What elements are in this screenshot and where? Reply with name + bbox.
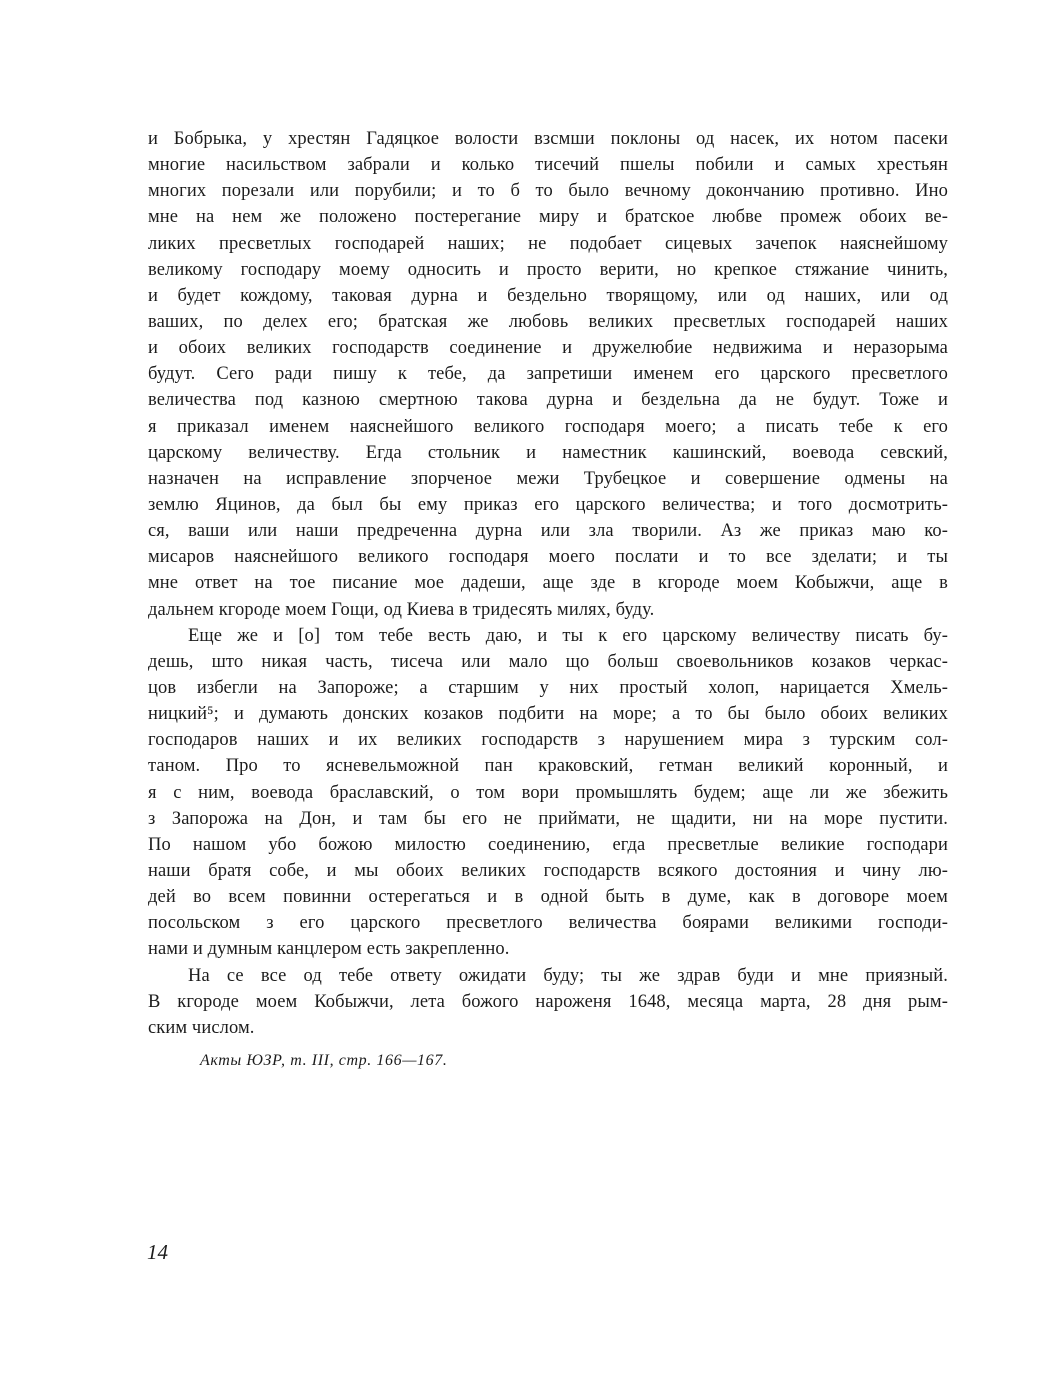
- text-line: нами и думным канцлером есть закрепленно.: [148, 939, 510, 960]
- text-line: и Бобрыка, у хрестян Гадяцкое волости взсмши поклоны од насек, их нотом пасеки: [148, 129, 948, 149]
- text-line: ваших, по делех его; братская же любовь великих пресветлых господарей наших: [148, 311, 948, 332]
- text-line: ницкий⁵; и думають донских козаков подбити на море; а то бы было обоих великих: [148, 704, 948, 725]
- text-line: великому господару моему односить и просто верити, но крепкое стяжание чинить,: [148, 259, 948, 280]
- text-line: дальнем кгороде моем Гощи, од Киева в тридесять милях, буду.: [148, 599, 655, 620]
- paragraph: [148, 126, 948, 623]
- source-citation: Акты ЮЗР, т. III, стр. 166—167.: [200, 1052, 448, 1069]
- text-line: многие насильством забрали и колько тисечий пшелы побили и самых хрестьян: [148, 155, 948, 176]
- text-line: цов избегли на Запороже; а старшим у них простый холоп, нарицается Хмель-: [148, 677, 948, 698]
- text-line: многих порезали или порубили; и то б то было вечному докончанию противно. Ино: [148, 181, 948, 202]
- text-line: царскому величеству. Егда стольник и наместник кашинский, воевода севский,: [148, 442, 948, 463]
- text-line: ся, ваши или наши предреченна дурна или зла творили. Аз же приказ маю ко-: [148, 521, 948, 542]
- text-line: я с ним, воевода браславский, о том вори промышлять будем; аще ли же збежить: [148, 782, 948, 803]
- text-line: посольском з его царского пресветлого величества боярами великими господи-: [148, 913, 948, 934]
- text-line: ским числом.: [148, 1017, 255, 1038]
- text-line: мне ответ на тое писание мое дадеши, аще зде в кгороде моем Кобыжчи, аще в: [148, 573, 948, 594]
- text-line: назначен на исправление зпорченое межи Трубецкое и совершение одмены на: [148, 468, 948, 489]
- text-line: и будет кождому, таковая дурна и бездельно творящому, или од наших, или од: [148, 285, 948, 306]
- text-line: Еще же и [о] том тебе весть даю, и ты к его царскому величеству писать бу-: [188, 625, 948, 646]
- text-line: таном. Про то ясневельможной пан краковский, гетман великий коронный, и: [148, 756, 948, 777]
- text-line: величества под казною смертною такова дурна и бездельна да не будут. Тоже и: [148, 390, 948, 411]
- text-line: будут. Сего ради пишу к тебе, да запретиши именем его царского пресветлого: [148, 364, 948, 385]
- paragraph: [148, 963, 948, 1041]
- text-line: и обоих великих господарств соединение и дружелюбие недвижима и неразорыма: [148, 338, 948, 359]
- text-line: господаров наших и их великих господарств з нарушением мира з турским сол-: [148, 730, 948, 751]
- text-line: На се все од тебе ответу ожидати буду; ты же здрав буди и мне приязный.: [188, 965, 948, 986]
- body-text: [148, 126, 948, 1041]
- text-line: я приказал именем наяснейшого великого господаря моего; а писать тебе к его: [148, 416, 948, 437]
- text-line: землю Яцинов, да был бы ему приказ его царского величества; и того досмотрить-: [148, 494, 948, 515]
- text-line: мисаров наяснейшого великого господаря моего послати и то все зделати; и ты: [148, 547, 948, 568]
- page-number: 14: [147, 1240, 168, 1264]
- text-line: дешь, што никая часть, тисеча или мало що больш своевольников козаков черкас-: [148, 651, 948, 672]
- text-line: мне на нем же положено постерегание миру и братское любве промеж обоих ве-: [148, 207, 948, 228]
- text-line: ликих пресветлых господарей наших; не подобает сицевых зачепок наяснейшому: [148, 233, 948, 254]
- text-line: наши братя собе, и мы обоих великих господарств всякого достояния и чину лю-: [148, 860, 948, 881]
- text-line: дей во всем повинни остерегаться и в одной быть в думе, как в договоре моем: [148, 887, 948, 908]
- text-line: По нашом убо божою милостю соединению, егда пресветлые великие господари: [148, 834, 948, 855]
- text-line: В кгороде моем Кобыжчи, лета божого нароженя 1648, месяца марта, 28 дня рым-: [148, 991, 948, 1012]
- text-line: з Запорожа на Дон, и там бы его не приймати, не щадити, ни на море пустити.: [148, 808, 948, 829]
- paragraph: [148, 623, 948, 963]
